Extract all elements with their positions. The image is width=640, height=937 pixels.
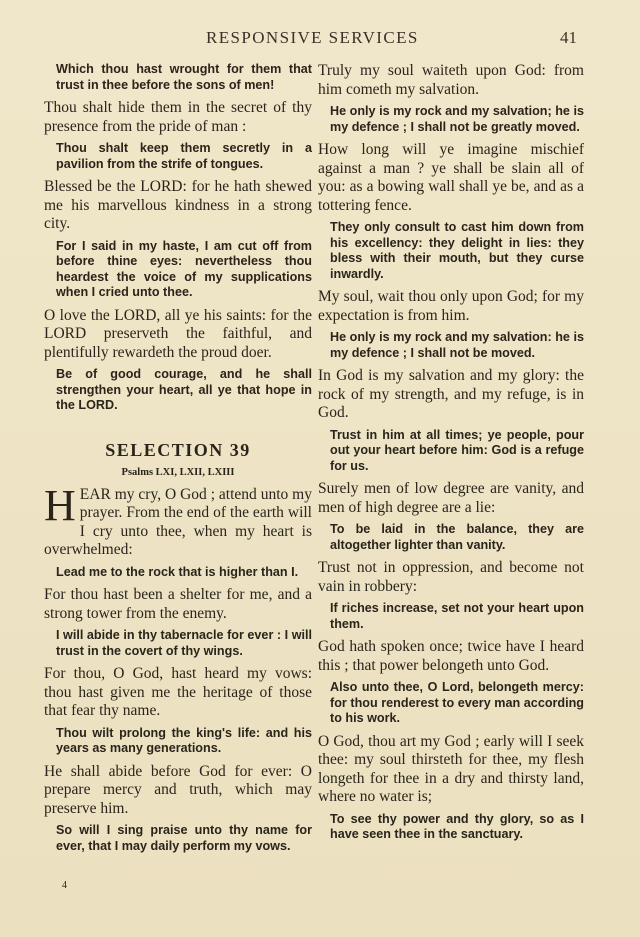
response-verse: If riches increase, set not your heart upon them. [330, 601, 584, 631]
drop-cap: H [44, 480, 76, 530]
response-verse: To see thy power and thy glory, so as I have seen thee in the sanctuary. [330, 811, 584, 841]
minister-verse: For thou, O God, hast heard my vows: thou hast given me the heritage of those that fear thy name. [44, 665, 312, 719]
response-verse: For I said in my haste, I am cut off from before thine eyes: nevertheless thou heardest the voice of my supplications when I cried unto thee. [56, 238, 312, 299]
verses-right [318, 62, 584, 843]
minister-verse: O love the LORD, all ye his saints: for the LORD preserveth the faithful, and plentifully rewardeth the proud doer. [44, 306, 312, 361]
response-verse: Also unto thee, O Lord, belongeth mercy: for thou renderest to every man according to his work. [330, 680, 584, 725]
response-verse: They only consult to cast him down from his excellency: they delight in lies: they bless with their mouth, but they curse inwardly. [330, 220, 584, 281]
page-header [0, 28, 640, 52]
verses-bottom [44, 565, 312, 855]
response-verse: I will abide in thy tabernacle for ever : I will trust in the covert of thy wings. [56, 628, 312, 658]
minister-verse: My soul, wait thou only upon God; for my expectation is from him. [318, 288, 584, 324]
minister-verse: Surely men of low degree are vanity, and men of high degree are a lie: [318, 480, 584, 516]
minister-verse: O God, thou art my God ; early will I seek thee: my soul thirsteth for thee, my flesh longeth for thee in a dry and thirsty land, where no water is; [318, 732, 584, 805]
response-verse: Trust in him at all times; ye people, pour out your heart before him: God is a refuge for us. [330, 427, 584, 473]
minister-verse: How long will ye imagine mischief against a man ? ye shall be slain all of you: as a bowing wall shall ye be, and as a tottering fence. [318, 141, 584, 214]
page-number: 41 [560, 28, 577, 47]
verses-top [44, 62, 312, 414]
response-verse: So will I sing praise unto thy name for ever, that I may daily perform my vows. [56, 823, 312, 853]
minister-verse: Truly my soul waiteth upon God: from him cometh my salvation. [318, 62, 584, 98]
minister-verse: Trust not in oppression, and become not vain in robbery: [318, 559, 584, 595]
response-verse: Be of good courage, and he shall strengthen your heart, all ye that hope in the LORD. [56, 367, 312, 412]
response-verse: He only is my rock and my salvation: he is my defence ; I shall not be moved. [330, 330, 584, 360]
response-verse: To be laid in the balance, they are altogether lighter than vanity. [330, 522, 584, 552]
minister-verse: For thou hast been a shelter for me, and a strong tower from the enemy. [44, 586, 312, 622]
selection-title: SELECTION 39 [105, 439, 251, 460]
first-verse-text: EAR my cry, O God ; attend unto my prayer. From the end of the earth will I cry unto thee, when my heart is overwhelmed: [44, 485, 312, 558]
minister-verse: God hath spoken once; twice have I heard this ; that power belongeth unto God. [318, 638, 584, 674]
minister-verse: Blessed be the LORD: for he hath shewed me his marvellous kindness in a strong city. [44, 178, 312, 232]
running-head: RESPONSIVE SERVICES [206, 28, 419, 47]
response-verse: Thou shalt keep them secretly in a pavilion from the strife of tongues. [56, 141, 312, 171]
response-verse: Thou wilt prolong the king's life: and his years as many generations. [56, 725, 312, 755]
right-column [318, 62, 584, 849]
response-verse: Which thou hast wrought for them that trust in thee before the sons of men! [56, 62, 312, 92]
minister-verse: He shall abide before God for ever: O prepare mercy and truth, which may preserve him. [44, 762, 312, 817]
response-verse: Lead me to the rock that is higher than I. [56, 564, 299, 579]
minister-verse: In God is my salvation and my glory: the rock of my strength, and my refuge, is in God. [318, 367, 584, 421]
response-verse: He only is my rock and my salvation; he is my defence ; I shall not be greatly moved. [330, 104, 584, 134]
selection-source: Psalms LXI, LXII, LXIII [121, 466, 235, 478]
minister-verse: Thou shalt hide them in the secret of thy presence from the pride of man : [44, 99, 312, 135]
signature-mark: 4 [62, 880, 67, 891]
left-column [44, 62, 312, 860]
first-verse [44, 480, 312, 560]
